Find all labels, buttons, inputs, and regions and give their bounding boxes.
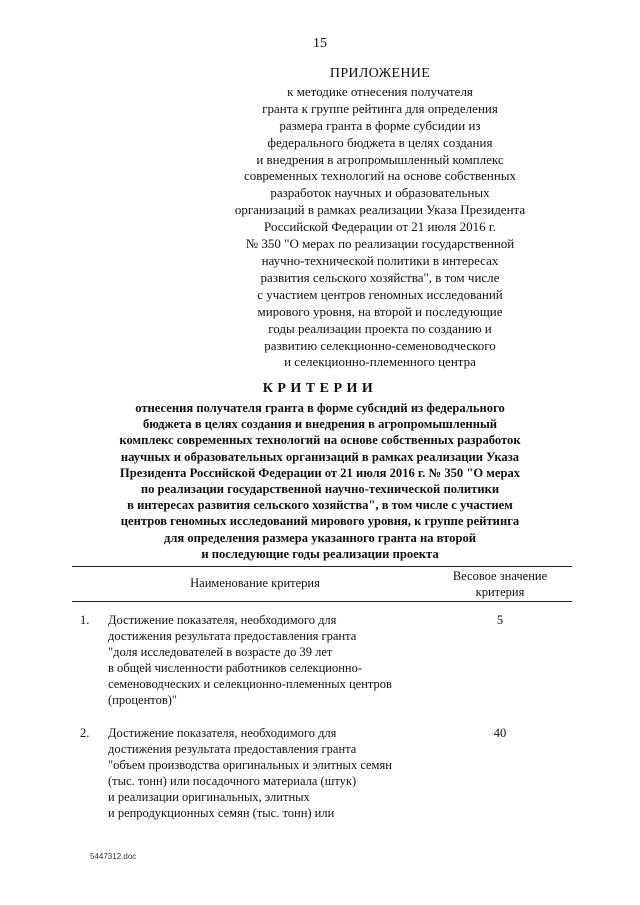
appendix-line: развитию селекционно-семеноводческого (264, 337, 496, 353)
row-text-line: "объем производства оригинальных и элитных семян (108, 758, 392, 772)
row-text-line: (тыс. тонн) или посадочного материала (штук) (108, 774, 357, 788)
appendix-line: № 350 "О мерах по реализации государственной (245, 236, 515, 252)
appendix-line: современных технологий на основе собственных (243, 168, 517, 184)
criteria-subtitle-line: центров геномных исследований мирового уровня, к группе рейтинга (120, 514, 520, 529)
criteria-subtitle-line: научных и образовательных организаций в рамках реализации Указа (120, 449, 520, 464)
column-header-weight-line: критерия (475, 585, 525, 599)
row-text-line: "доля исследователей в возрасте до 39 лет (108, 645, 333, 659)
row-text-line: и репродукционных семян (тыс. тонн) или (108, 806, 335, 820)
appendix-line: развития сельского хозяйства", в том числе (260, 269, 500, 285)
appendix-line: гранта к группе рейтинга для определения (262, 100, 498, 116)
appendix-line: и внедрения в агропромышленный комплекс (256, 151, 504, 167)
appendix-line: с участием центров геномных исследований (257, 286, 503, 302)
appendix-line: и селекционно-племенного центра (284, 354, 476, 370)
appendix-line: Российской Федерации от 21 июля 2016 г. (264, 219, 496, 235)
appendix-line: федерального бюджета в целях создания (267, 134, 493, 150)
row-text-line: (процентов)" (108, 693, 177, 707)
column-header-criterion: Наименование критерия (190, 576, 320, 590)
row-weight: 40 (493, 726, 507, 740)
page-number: 15 (313, 36, 327, 51)
criteria-subtitle (68, 400, 572, 562)
row-criterion-text (108, 612, 423, 708)
appendix-line: размера гранта в форме субсидии из (279, 117, 481, 133)
appendix-line: организаций в рамках реализации Указа Президента (234, 202, 526, 218)
criteria-subtitle-line: для определения размера указанного гранта на второй (163, 530, 477, 545)
row-text-line: семеноводческих и селекционно-племенных центров (108, 677, 392, 691)
criteria-subtitle-line: и последующие годы реализации проекта (201, 546, 439, 561)
criteria-title: КРИТЕРИИ (262, 381, 378, 396)
row-number: 1. (80, 613, 90, 627)
criteria-subtitle-line: отнесения получателя гранта в форме субсидий из федерального (135, 401, 505, 415)
row-number: 2. (80, 726, 90, 740)
criteria-subtitle-line: комплекс современных технологий на основе собственных разработок (119, 433, 521, 448)
appendix-line: мирового уровня, на второй и последующие (257, 303, 503, 319)
row-text-line: Достижение показателя, необходимого для (108, 613, 337, 627)
appendix-title: ПРИЛОЖЕНИЕ (329, 66, 431, 81)
appendix-block (230, 66, 530, 371)
appendix-line: годы реализации проекта по созданию и (268, 320, 492, 336)
row-text-line: и реализации оригинальных, элитных (108, 790, 310, 804)
row-weight: 5 (496, 613, 504, 627)
row-text-line: в общей численности работников селекционно- (108, 661, 363, 675)
row-text-line: достижения результата предоставления гранта (108, 629, 357, 643)
appendix-line: к методике отнесения получателя (287, 83, 473, 99)
row-criterion-text (108, 725, 423, 821)
column-header-weight (430, 568, 570, 600)
column-header-weight-line: Весовое значение (452, 569, 548, 583)
footer-filename: 5447312.doc (90, 852, 137, 861)
criteria-subtitle-line: бюджета в целях создания и внедрения в агропромышленный (142, 417, 498, 432)
table-top-rule (72, 566, 572, 567)
row-text-line: достижения результата предоставления гранта (108, 742, 357, 756)
criteria-subtitle-line: по реализации государственной научно-технической политики (140, 482, 500, 497)
appendix-line: разработок научных и образовательных (270, 185, 490, 201)
criteria-subtitle-line: Президента Российской Федерации от 21 июля 2016 г. № 350 "О мерах (119, 465, 521, 480)
criteria-subtitle-line: в интересах развития сельского хозяйства", в том числе с участием (127, 498, 513, 513)
appendix-line: научно-технической политики в интересах (261, 252, 499, 268)
row-text-line: Достижение показателя, необходимого для (108, 726, 337, 740)
table-header-rule (72, 601, 572, 602)
